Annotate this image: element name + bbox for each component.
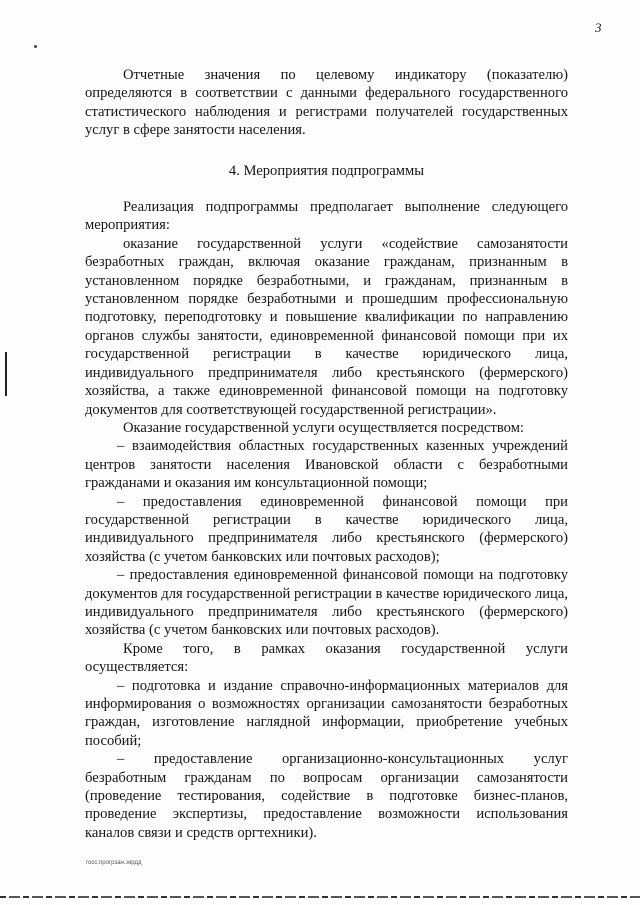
means-item: – предоставления единовременной финансовой помощи на подготовку документов для государственной регистрации в качестве юридического лица, индивидуального предпринимателя либо крестьянского (фермерского) хозяйства (с учетом банковских или почтовых расходов). xyxy=(85,567,568,639)
footer-file-label: госс.прогрзан..мрдд xyxy=(86,860,142,866)
also-intro: Кроме того, в рамках оказания государственной услуги осуществляется: xyxy=(85,640,568,676)
section-heading: 4. Мероприятия подпрограммы xyxy=(228,162,425,179)
scan-edge-line xyxy=(0,896,640,898)
page-number: 3 xyxy=(595,20,602,35)
scan-speck xyxy=(34,45,37,48)
document-body xyxy=(85,66,568,842)
intro-paragraph: Реализация подпрограммы предполагает выполнение следующего мероприятия: xyxy=(85,199,568,234)
means-item: – взаимодействия областных государственных казенных учреждений центров занятости населения Ивановской области с безработными гражданами и оказания им консультационной помощи; xyxy=(85,438,568,492)
margin-mark xyxy=(5,352,7,396)
service-paragraph: оказание государственной услуги «содействие самозанятости безработных граждан, включая оказание гражданам, признанным в установленном порядке безработными, и гражданам, признанным в установленном порядке безработными и прошедшим профессиональную подготовку, переподготовку и повышение квалификации по направлению органов службы занятости, единовременной финансовой помощи при их государственной регистрации в качестве юридического лица, индивидуального предпринимателя либо крестьянского (фермерского) хозяйства, а также единовременной финансовой помощи на подготовку документов для соответствующей государственной регистрации». xyxy=(85,235,568,418)
means-intro: Оказание государственной услуги осуществляется посредством: xyxy=(123,419,524,436)
also-item: – подготовка и издание справочно-информационных материалов для информирования о возможностях организации самозанятости безработных граждан, изготовление наглядной информации, приобретение учебных пособий; xyxy=(85,677,568,749)
indicator-paragraph: Отчетные значения по целевому индикатору (показателю) определяются в соответствии с данными федерального государственного статистического наблюдения и регистрами получателей государственных услуг в сфере занятости населения. xyxy=(85,67,568,139)
means-item: – предоставления единовременной финансовой помощи при государственной регистрации в качестве юридического лица, индивидуального предпринимателя либо крестьянского (фермерского) хозяйства (с учетом банковских или почтовых расходов); xyxy=(85,493,568,565)
also-item: – предоставление организационно-консультационных услуг безработным гражданам по вопросам организации самозанятости (проведение тестирования, содействие в подготовке бизнес-планов, проведение экспертизы, предоставление возможности использования каналов связи и средств оргтехники). xyxy=(85,751,568,841)
